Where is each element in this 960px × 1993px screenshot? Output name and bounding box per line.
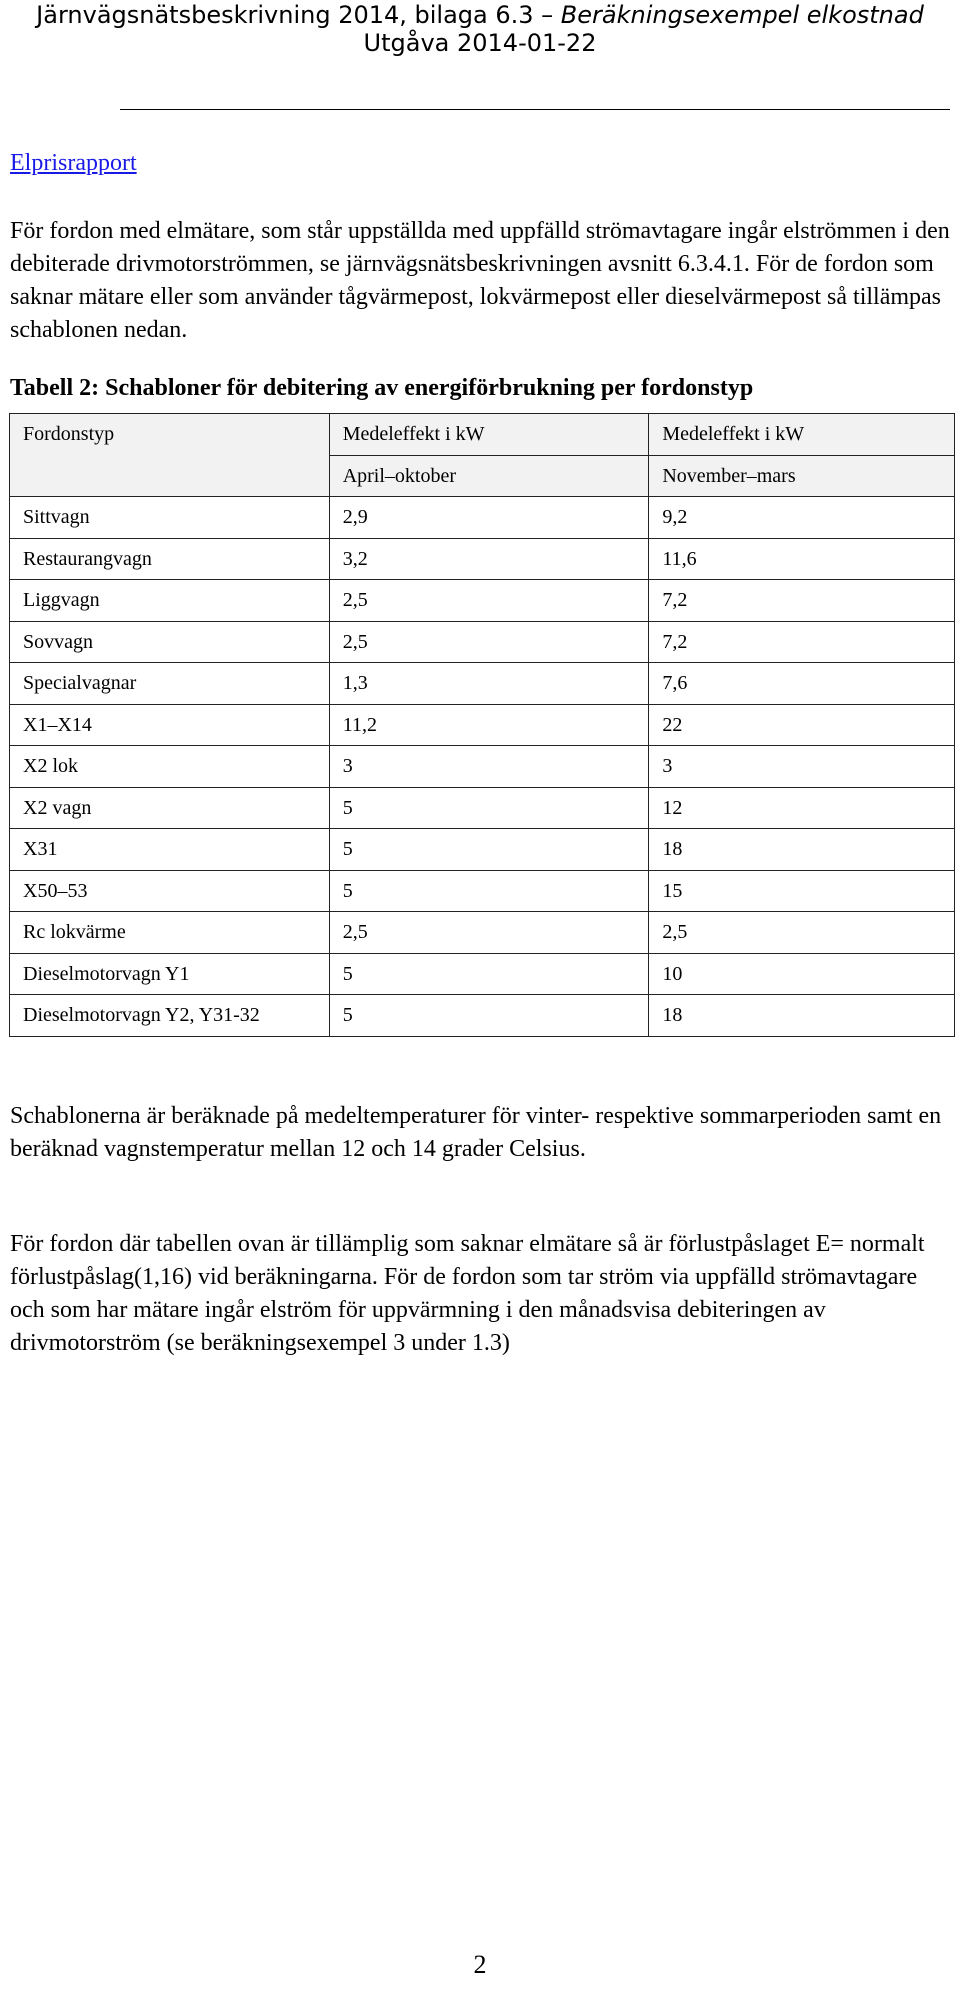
winter-effect-cell: 9,2 [649, 497, 955, 539]
summer-effect-cell: 5 [329, 787, 649, 829]
summer-effect-cell: 2,5 [329, 621, 649, 663]
winter-effect-cell: 2,5 [649, 912, 955, 954]
summer-effect-cell: 5 [329, 953, 649, 995]
table-caption: Tabell 2: Schabloner för debitering av energiförbrukning per fordonstyp [10, 375, 754, 401]
running-header-edition: Utgåva 2014-01-22 [363, 29, 597, 57]
winter-effect-cell: 3 [649, 746, 955, 788]
table-row [10, 538, 955, 580]
table-row [10, 497, 955, 539]
header-winter-effect: Medeleffekt i kW [649, 414, 955, 456]
header-divider [120, 109, 950, 110]
summer-effect-cell: 3 [329, 746, 649, 788]
summer-effect-cell: 2,5 [329, 580, 649, 622]
header-fordonstyp: Fordonstyp [10, 414, 330, 497]
vehicle-type-cell: X2 lok [10, 746, 330, 788]
table-header-row [10, 414, 955, 456]
summer-effect-cell: 1,3 [329, 663, 649, 705]
winter-effect-cell: 7,6 [649, 663, 955, 705]
loss-surcharge-paragraph: För fordon där tabellen ovan är tillämplig som saknar elmätare så är förlustpåslaget E= normalt förlustpåslag(1,16) vid beräkningarna. För de fordon som tar ström via uppfälld strömavtagare och som har mätare ingår elström för uppvärmning i den månadsvisa debiteringen av drivmotorström (se beräkningsexempel 3 under 1.3) [10, 1231, 925, 1356]
winter-effect-cell: 22 [649, 704, 955, 746]
header-winter-period: November–mars [649, 455, 955, 497]
winter-effect-cell: 7,2 [649, 621, 955, 663]
header-summer-effect: Medeleffekt i kW [329, 414, 649, 456]
vehicle-type-cell: Dieselmotorvagn Y2, Y31-32 [10, 995, 330, 1037]
vehicle-type-cell: Sittvagn [10, 497, 330, 539]
table-row [10, 704, 955, 746]
elprisrapport-link[interactable]: Elprisrapport [10, 150, 137, 176]
table-row [10, 912, 955, 954]
header-summer-period: April–oktober [329, 455, 649, 497]
vehicle-type-cell: Rc lokvärme [10, 912, 330, 954]
winter-effect-cell: 11,6 [649, 538, 955, 580]
summer-effect-cell: 11,2 [329, 704, 649, 746]
summer-effect-cell: 2,9 [329, 497, 649, 539]
winter-effect-cell: 10 [649, 953, 955, 995]
header-title-italic: Beräkningsexempel elkostnad [560, 1, 924, 29]
vehicle-type-cell: X50–53 [10, 870, 330, 912]
vehicle-type-cell: X31 [10, 829, 330, 871]
table-row [10, 663, 955, 705]
summer-effect-cell: 3,2 [329, 538, 649, 580]
vehicle-type-cell: X1–X14 [10, 704, 330, 746]
vehicle-type-cell: Liggvagn [10, 580, 330, 622]
schablon-note-paragraph: Schablonerna är beräknade på medeltemperaturer för vinter- respektive sommarperioden samt en beräknad vagnstemperatur mellan 12 och 14 grader Celsius. [10, 1103, 942, 1162]
page-number: 2 [473, 1950, 487, 1979]
summer-effect-cell: 5 [329, 870, 649, 912]
header-title-main: Järnvägsnätsbeskrivning 2014, bilaga 6.3 – [36, 1, 561, 29]
table-row [10, 580, 955, 622]
running-header-title [0, 0, 960, 30]
table-row [10, 870, 955, 912]
summer-effect-cell: 5 [329, 829, 649, 871]
winter-effect-cell: 12 [649, 787, 955, 829]
table-row [10, 953, 955, 995]
vehicle-type-cell: Restaurangvagn [10, 538, 330, 580]
table-row [10, 995, 955, 1037]
vehicle-type-cell: Dieselmotorvagn Y1 [10, 953, 330, 995]
vehicle-type-cell: Specialvagnar [10, 663, 330, 705]
energy-table [9, 413, 955, 1037]
vehicle-type-cell: Sovvagn [10, 621, 330, 663]
table-row [10, 787, 955, 829]
winter-effect-cell: 18 [649, 995, 955, 1037]
vehicle-type-cell: X2 vagn [10, 787, 330, 829]
table-row [10, 746, 955, 788]
winter-effect-cell: 7,2 [649, 580, 955, 622]
table-row [10, 621, 955, 663]
winter-effect-cell: 15 [649, 870, 955, 912]
summer-effect-cell: 2,5 [329, 912, 649, 954]
summer-effect-cell: 5 [329, 995, 649, 1037]
intro-paragraph: För fordon med elmätare, som står uppställda med uppfälld strömavtagare ingår elströmmen i den debiterade drivmotorströmmen, se järnvägsnätsbeskrivningen avsnitt 6.3.4.1. För de fordon som saknar mätare eller som använder tågvärmepost, lokvärmepost eller dieselvärmepost så tillämpas schablonen nedan. [10, 218, 950, 343]
winter-effect-cell: 18 [649, 829, 955, 871]
table-row [10, 829, 955, 871]
